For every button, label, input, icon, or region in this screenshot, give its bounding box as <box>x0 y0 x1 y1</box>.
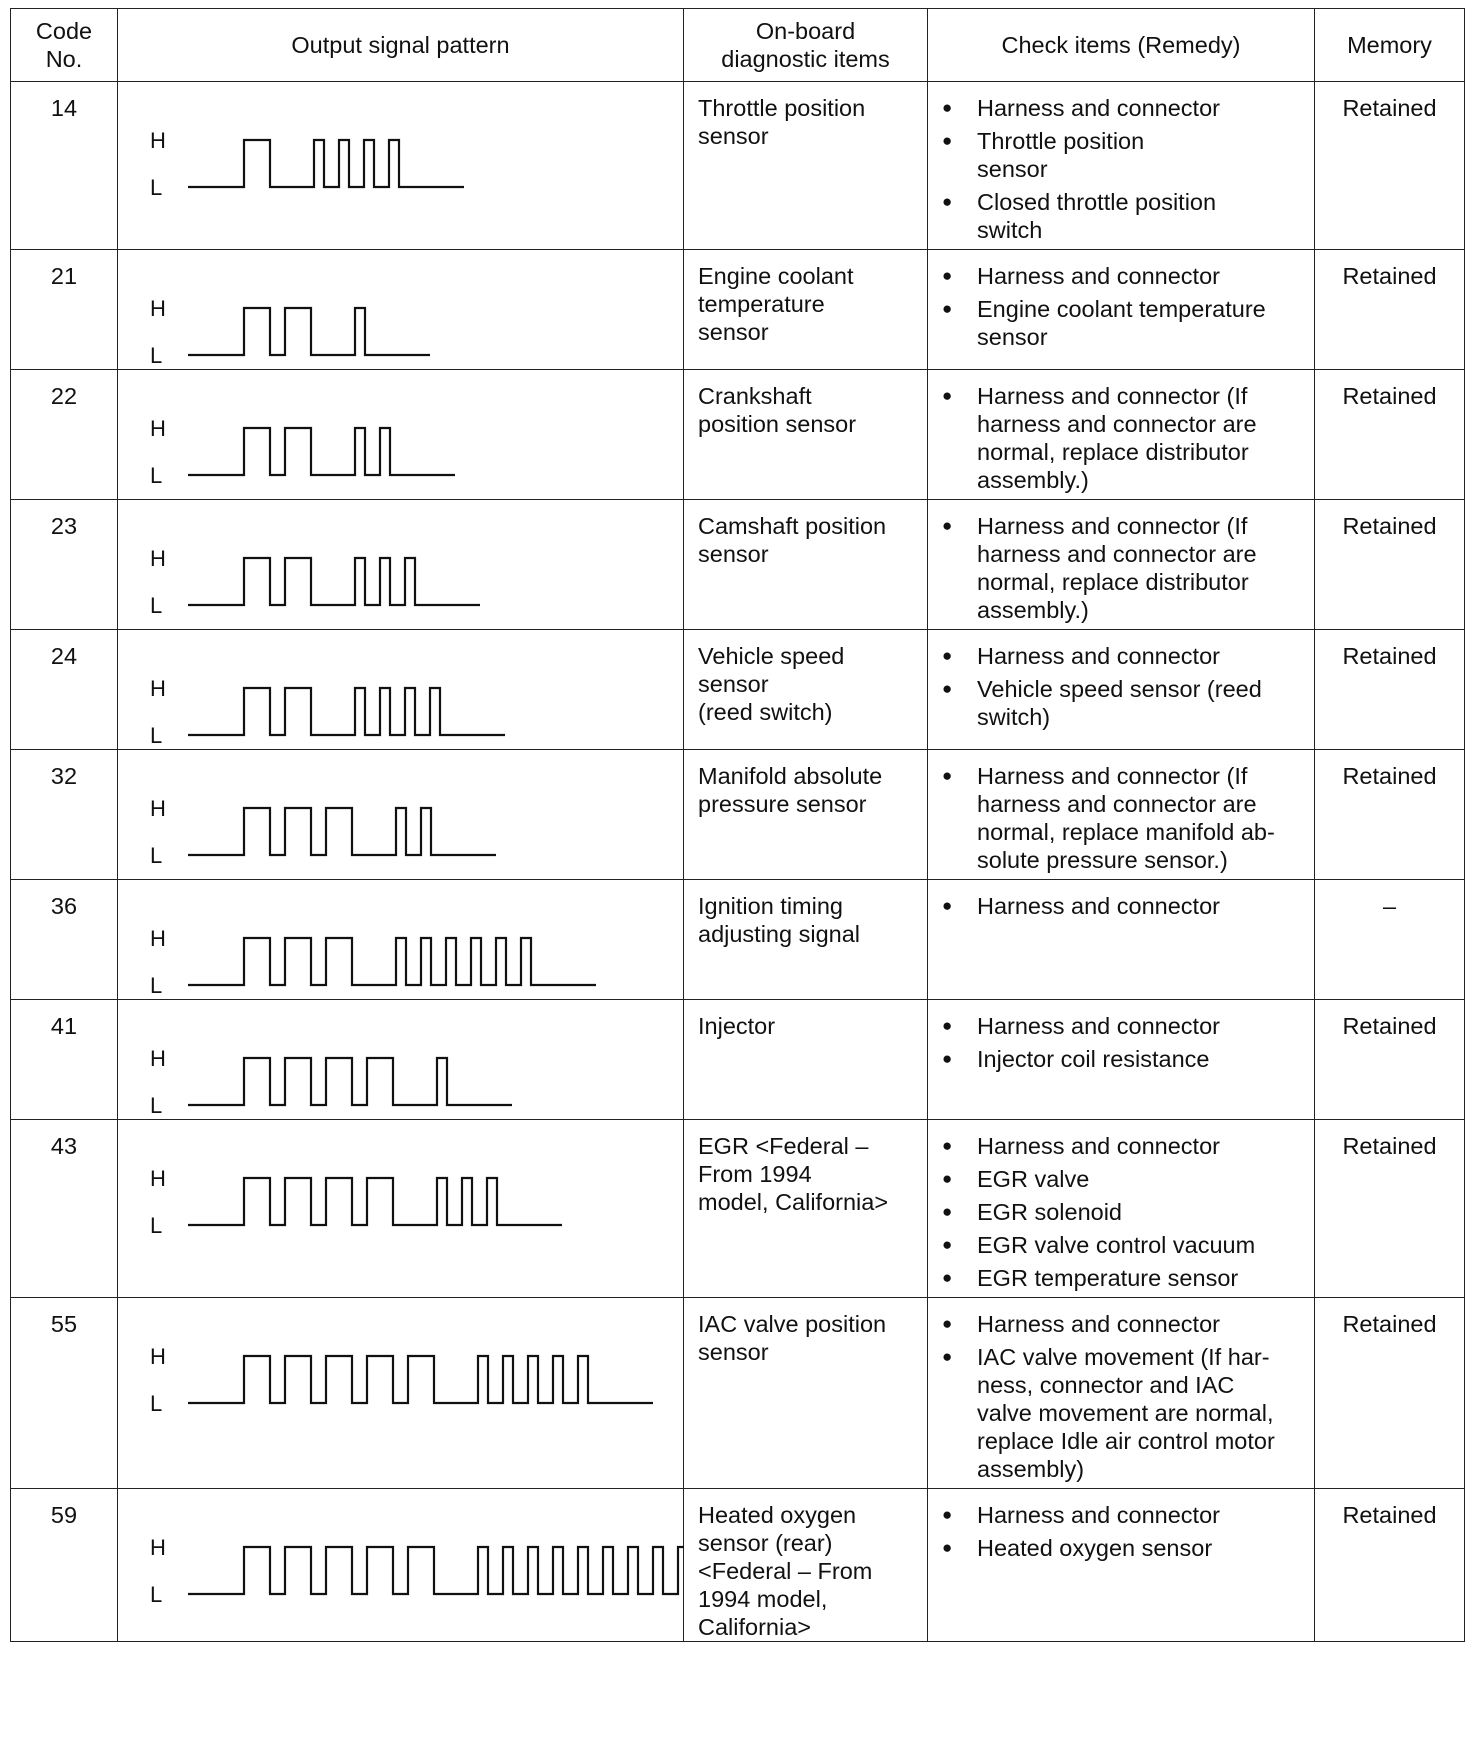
check-item <box>942 1501 1306 1529</box>
check-item-text: ● Harness and connector <box>977 95 1220 121</box>
table-row <box>11 880 1465 1000</box>
diagnostic-item <box>684 630 928 750</box>
check-item-text: ● Injector coil resistance <box>977 1046 1210 1072</box>
diagnostic-item <box>684 750 928 880</box>
check-item <box>942 295 1306 351</box>
check-items-list <box>942 642 1306 731</box>
check-item-text: ● Harness and connector (If harness and connector are normal, replace manifold ab- solute pressure sensor.) <box>977 763 1275 873</box>
code-number: 24 <box>11 630 118 750</box>
check-item <box>942 94 1306 122</box>
high-level-label: H <box>150 1046 166 1071</box>
code-number: 32 <box>11 750 118 880</box>
output-signal-pattern <box>118 500 684 630</box>
memory-status: Retained <box>1315 500 1465 630</box>
check-item-text: ● EGR valve control vacuum <box>977 1232 1256 1258</box>
pulse-train <box>188 808 496 855</box>
high-level-label: H <box>150 796 166 821</box>
header-check-items: Check items (Remedy) <box>928 9 1315 82</box>
output-signal-pattern <box>118 1489 684 1642</box>
low-level-label: L <box>150 463 163 488</box>
check-item-text: ● Heated oxygen sensor <box>977 1535 1213 1561</box>
diagnostic-item-text: Heated oxygen sensor (rear) <Federal – From 1994 model, California> <box>698 1502 873 1640</box>
check-item-text: ● Harness and connector <box>977 263 1220 289</box>
check-item <box>942 892 1306 920</box>
low-level-label: L <box>150 1093 163 1118</box>
check-item <box>942 1231 1306 1259</box>
check-items-list <box>942 892 1306 920</box>
signal-waveform-14 <box>118 82 684 235</box>
code-number: 55 <box>11 1298 118 1489</box>
output-signal-pattern <box>118 82 684 250</box>
check-item <box>942 512 1306 624</box>
table-row <box>11 82 1465 250</box>
memory-status: – <box>1315 880 1465 1000</box>
check-item-text: ● Harness and connector <box>977 1311 1220 1337</box>
diagnostic-item-text: Throttle position sensor <box>698 95 866 149</box>
check-item <box>942 1198 1306 1226</box>
low-level-label: L <box>150 843 163 868</box>
diagnostic-item <box>684 1298 928 1489</box>
high-level-label: H <box>150 128 166 153</box>
high-level-label: H <box>150 416 166 441</box>
check-item-text: ● Harness and connector <box>977 1013 1220 1039</box>
diagnostic-item-text: Engine coolant temperature sensor <box>698 263 854 345</box>
output-signal-pattern <box>118 630 684 750</box>
check-item <box>942 1165 1306 1193</box>
check-item-text: ● Engine coolant temperature sensor <box>977 296 1266 350</box>
code-number: 21 <box>11 250 118 370</box>
signal-waveform-43 <box>118 1120 684 1283</box>
table-row <box>11 500 1465 630</box>
header-diagnostic-items: On-board diagnostic items <box>684 9 928 82</box>
diagnostic-item-text: Ignition timing adjusting signal <box>698 893 860 947</box>
signal-waveform-21 <box>118 250 684 368</box>
high-level-label: H <box>150 676 166 701</box>
diagnostic-item <box>684 82 928 250</box>
check-item-text: ● Harness and connector (If harness and connector are normal, replace distributor assembly.) <box>977 513 1257 623</box>
low-level-label: L <box>150 1391 163 1416</box>
check-items-list <box>942 1501 1306 1562</box>
check-items <box>928 880 1315 1000</box>
pulse-train <box>188 688 505 735</box>
check-items <box>928 250 1315 370</box>
table-row <box>11 630 1465 750</box>
table-body <box>11 82 1465 1642</box>
low-level-label: L <box>150 973 163 998</box>
high-level-label: H <box>150 1166 166 1191</box>
check-item-text: ● Harness and connector <box>977 1133 1220 1159</box>
check-item <box>942 1343 1306 1483</box>
check-items-list <box>942 512 1306 624</box>
check-items-list <box>942 94 1306 244</box>
check-item <box>942 1264 1306 1292</box>
code-number: 59 <box>11 1489 118 1642</box>
diagnostic-item-text: EGR <Federal – From 1994 model, California> <box>698 1133 889 1215</box>
signal-waveform-59 <box>118 1489 684 1633</box>
memory-status: Retained <box>1315 1489 1465 1642</box>
diagnostic-item <box>684 1000 928 1120</box>
memory-status: Retained <box>1315 630 1465 750</box>
signal-waveform-55 <box>118 1298 684 1470</box>
header-row <box>11 9 1465 82</box>
check-item-text: ● Throttle position sensor <box>977 128 1145 182</box>
pulse-train <box>188 1356 653 1403</box>
pulse-train <box>188 938 596 985</box>
check-item-text: ● EGR valve <box>977 1166 1090 1192</box>
diagnostic-item-text: Injector <box>698 1013 776 1039</box>
check-items <box>928 1298 1315 1489</box>
pulse-train <box>188 1058 512 1105</box>
diagnostic-code-table <box>10 8 1465 1642</box>
output-signal-pattern <box>118 1000 684 1120</box>
table-row <box>11 1298 1465 1489</box>
high-level-label: H <box>150 926 166 951</box>
diagnostic-item <box>684 250 928 370</box>
memory-status: Retained <box>1315 250 1465 370</box>
code-number: 41 <box>11 1000 118 1120</box>
table-row <box>11 1000 1465 1120</box>
check-item-text: ● Closed throttle position switch <box>977 189 1217 243</box>
table-row <box>11 1489 1465 1642</box>
check-items-list <box>942 1012 1306 1073</box>
signal-waveform-32 <box>118 750 684 869</box>
check-item <box>942 1132 1306 1160</box>
memory-status: Retained <box>1315 1120 1465 1298</box>
diagnostic-item-text: Vehicle speed sensor (reed switch) <box>698 643 845 725</box>
memory-status: Retained <box>1315 750 1465 880</box>
diagnostic-item-text: Manifold absolute pressure sensor <box>698 763 883 817</box>
output-signal-pattern <box>118 1298 684 1489</box>
diagnostic-item <box>684 1489 928 1642</box>
header-code-no: Code No. <box>11 9 118 82</box>
check-item <box>942 1310 1306 1338</box>
low-level-label: L <box>150 593 163 618</box>
diagnostic-item <box>684 880 928 1000</box>
diagnostic-item <box>684 370 928 500</box>
high-level-label: H <box>150 296 166 321</box>
check-item-text: ● Harness and connector <box>977 893 1220 919</box>
memory-status: Retained <box>1315 370 1465 500</box>
pulse-train <box>188 428 455 475</box>
check-item <box>942 262 1306 290</box>
check-items-list <box>942 382 1306 494</box>
check-items-list <box>942 1132 1306 1292</box>
check-item <box>942 1012 1306 1040</box>
signal-waveform-36 <box>118 880 684 998</box>
low-level-label: L <box>150 723 163 748</box>
check-items-list <box>942 1310 1306 1483</box>
high-level-label: H <box>150 546 166 571</box>
table-row <box>11 1120 1465 1298</box>
memory-status: Retained <box>1315 82 1465 250</box>
check-item-text: ● Vehicle speed sensor (reed switch) <box>977 676 1262 730</box>
check-item-text: ● Harness and connector (If harness and connector are normal, replace distributor assembly.) <box>977 383 1257 493</box>
check-items-list <box>942 262 1306 351</box>
code-number: 43 <box>11 1120 118 1298</box>
check-item-text: ● Harness and connector <box>977 643 1220 669</box>
check-item <box>942 188 1306 244</box>
pulse-train <box>188 1178 562 1225</box>
signal-waveform-41 <box>118 1000 684 1118</box>
check-items <box>928 82 1315 250</box>
output-signal-pattern <box>118 750 684 880</box>
check-item <box>942 1534 1306 1562</box>
output-signal-pattern <box>118 880 684 1000</box>
check-items <box>928 1489 1315 1642</box>
pulse-train <box>188 308 430 355</box>
signal-waveform-23 <box>118 500 684 620</box>
high-level-label: H <box>150 1344 166 1369</box>
check-items <box>928 500 1315 630</box>
memory-status: Retained <box>1315 1000 1465 1120</box>
pulse-train <box>188 558 480 605</box>
check-item-text: ● Harness and connector <box>977 1502 1220 1528</box>
check-item-text: ● EGR solenoid <box>977 1199 1122 1225</box>
low-level-label: L <box>150 175 163 200</box>
diagnostic-item-text: Camshaft position sensor <box>698 513 887 567</box>
header-output-signal-pattern: Output signal pattern <box>118 9 684 82</box>
code-number: 22 <box>11 370 118 500</box>
pulse-train <box>188 140 464 187</box>
low-level-label: L <box>150 1213 163 1238</box>
table-row <box>11 750 1465 880</box>
output-signal-pattern <box>118 370 684 500</box>
check-items <box>928 1120 1315 1298</box>
check-item <box>942 675 1306 731</box>
table-row <box>11 370 1465 500</box>
check-item <box>942 1045 1306 1073</box>
header-memory: Memory <box>1315 9 1465 82</box>
diagnostic-item <box>684 500 928 630</box>
diagnostic-item-text: IAC valve position sensor <box>698 1311 887 1365</box>
check-items-list <box>942 762 1306 874</box>
pulse-train <box>188 1547 684 1594</box>
low-level-label: L <box>150 343 163 368</box>
check-item-text: ● EGR temperature sensor <box>977 1265 1239 1291</box>
check-items <box>928 630 1315 750</box>
memory-status: Retained <box>1315 1298 1465 1489</box>
high-level-label: H <box>150 1535 166 1560</box>
check-item-text: ● IAC valve movement (If har- ness, connector and IAC valve movement are normal, replace Idle air control motor assembly) <box>977 1344 1275 1482</box>
check-items <box>928 750 1315 880</box>
check-item <box>942 642 1306 670</box>
low-level-label: L <box>150 1582 163 1607</box>
table-row <box>11 250 1465 370</box>
check-items <box>928 1000 1315 1120</box>
output-signal-pattern <box>118 1120 684 1298</box>
code-number: 36 <box>11 880 118 1000</box>
code-number: 14 <box>11 82 118 250</box>
check-item <box>942 382 1306 494</box>
output-signal-pattern <box>118 250 684 370</box>
check-items <box>928 370 1315 500</box>
diagnostic-item <box>684 1120 928 1298</box>
signal-waveform-22 <box>118 370 684 489</box>
diagnostic-item-text: Crankshaft position sensor <box>698 383 857 437</box>
signal-waveform-24 <box>118 630 684 748</box>
code-number: 23 <box>11 500 118 630</box>
check-item <box>942 127 1306 183</box>
check-item <box>942 762 1306 874</box>
